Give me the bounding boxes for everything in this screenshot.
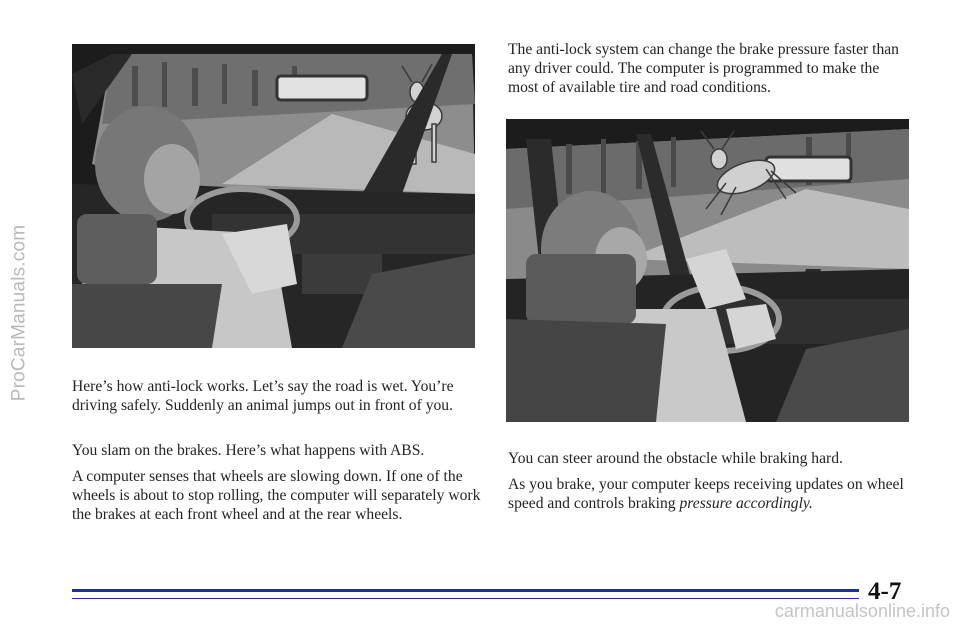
- updates-italic-text: pressure accordingly.: [679, 495, 813, 512]
- footer-site-mark: carmanualsonline.info: [774, 601, 950, 621]
- watermark-text: ProCarManuals.com: [8, 224, 30, 401]
- updates-text: As you brake, your computer keeps receiving updates on wheel speed and controls braking: [508, 476, 904, 512]
- paragraph-brake-updates: [508, 475, 918, 513]
- side-watermark: [2, 40, 36, 585]
- paragraph-how-it-works: Here’s how anti-lock works. Let’s say the road is wet. You’re driving safely. Suddenly an animal jumps out in front of you.: [72, 378, 454, 414]
- illustration-driver-deer-ahead: [72, 44, 475, 348]
- paragraph-steer-around: You can steer around the obstacle while braking hard.: [508, 450, 843, 467]
- footer-rule-thick: [72, 589, 859, 592]
- paragraph-computer-senses: A computer senses that wheels are slowing down. If one of the wheels is about to stop rolling, the computer will separately work the brakes at each front wheel and at the rear wheels.: [72, 468, 481, 523]
- footer-rule-thin: [72, 598, 859, 599]
- illustration-driver-steering-deer-leaping: [506, 119, 909, 422]
- paragraph-slam-brakes: You slam on the brakes. Here’s what happens with ABS.: [72, 442, 425, 459]
- page-number: 4-7: [868, 578, 902, 605]
- paragraph-system-intro: The anti-lock system can change the brake pressure faster than any driver could. The computer is programmed to make the most of available tire and road conditions.: [508, 41, 899, 96]
